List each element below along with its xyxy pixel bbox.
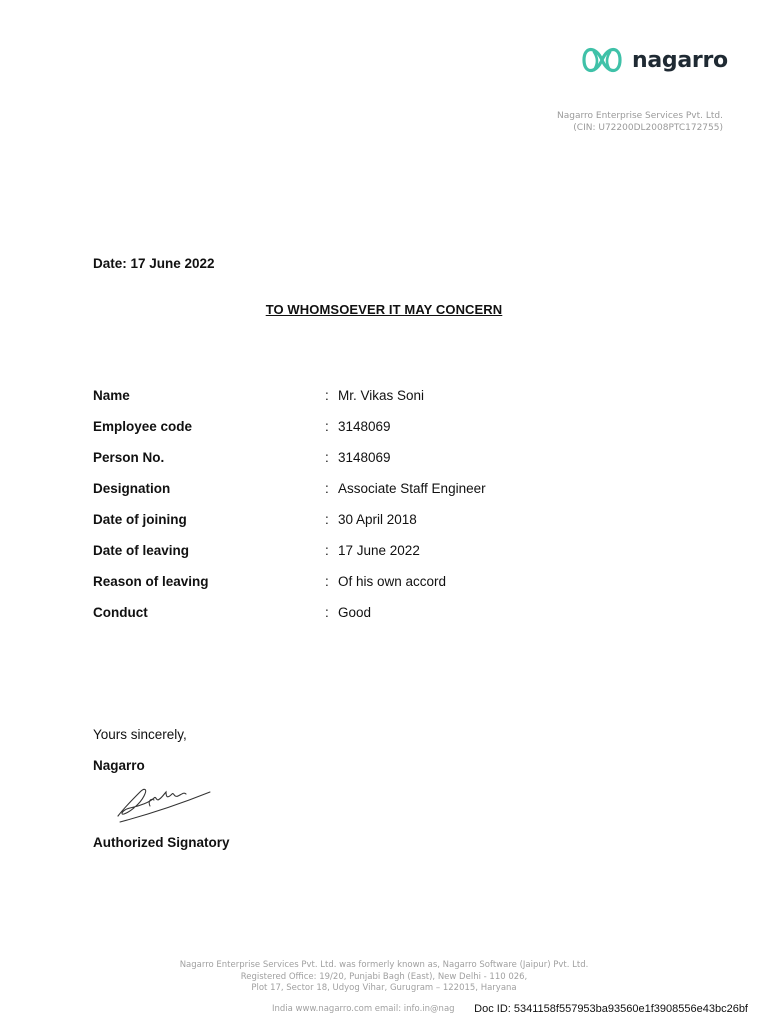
- footer-line: Nagarro Enterprise Services Pvt. Ltd. was formerly known as, Nagarro Software (Jaipur) Pvt. Ltd.: [179, 960, 589, 970]
- nagarro-logo: [580, 40, 728, 80]
- detail-colon: :: [325, 543, 329, 558]
- detail-colon: :: [325, 388, 329, 403]
- detail-colon: :: [325, 574, 329, 589]
- detail-colon: :: [325, 481, 329, 496]
- detail-value: 3148069: [338, 450, 391, 465]
- nagarro-logo-icon: [580, 42, 624, 78]
- company-info: [557, 110, 723, 134]
- detail-row-conduct: [93, 603, 653, 634]
- document-id: Doc ID: 5341158f557953ba93560e1f3908556e43bc26bf: [474, 1003, 748, 1015]
- company-name: Nagarro Enterprise Services Pvt. Ltd.: [557, 111, 723, 121]
- logo-wordmark: nagarro: [632, 47, 728, 73]
- detail-colon: :: [325, 605, 329, 620]
- detail-label: Designation: [93, 481, 171, 496]
- detail-value: Good: [338, 605, 372, 620]
- closing-salutation: Yours sincerely,: [93, 727, 187, 742]
- detail-label: Employee code: [93, 419, 193, 434]
- signing-company: Nagarro: [93, 758, 145, 773]
- detail-colon: :: [325, 419, 329, 434]
- detail-value: Associate Staff Engineer: [338, 481, 486, 496]
- company-cin: (CIN: U72200DL2008PTC172755): [573, 123, 723, 133]
- detail-colon: :: [325, 450, 329, 465]
- detail-value: Of his own accord: [338, 574, 447, 589]
- letter-heading: TO WHOMSOEVER IT MAY CONCERN: [265, 302, 503, 317]
- detail-row-employee-code: [93, 417, 653, 448]
- detail-value: 30 April 2018: [338, 512, 417, 527]
- letter-date: Date: 17 June 2022: [93, 256, 215, 271]
- detail-row-date-of-joining: [93, 510, 653, 541]
- detail-label: Date of joining: [93, 512, 187, 527]
- detail-label: Name: [93, 388, 130, 403]
- detail-row-name: [93, 386, 653, 417]
- authorized-signatory: Authorized Signatory: [93, 835, 230, 850]
- detail-row-designation: [93, 479, 653, 510]
- detail-row-person-no: [93, 448, 653, 479]
- footer-line: Registered Office: 19/20, Punjabi Bagh (East), New Delhi - 110 026,: [240, 971, 528, 982]
- employee-details: [93, 386, 653, 634]
- detail-colon: :: [325, 512, 329, 527]
- footer-address: [0, 960, 768, 995]
- detail-label: Person No.: [93, 450, 165, 465]
- detail-value: 3148069: [338, 419, 391, 434]
- handwritten-signature: [110, 778, 220, 828]
- footer-contact: India www.nagarro.com email: info.in@nag: [272, 1004, 455, 1014]
- detail-value: 17 June 2022: [338, 543, 420, 558]
- detail-label: Reason of leaving: [93, 574, 209, 589]
- detail-row-date-of-leaving: [93, 541, 653, 572]
- detail-row-reason-of-leaving: [93, 572, 653, 603]
- footer-line: Plot 17, Sector 18, Udyog Vihar, Gurugram – 122015, Haryana: [251, 983, 517, 993]
- detail-value: Mr. Vikas Soni: [338, 388, 425, 403]
- detail-label: Date of leaving: [93, 543, 190, 558]
- detail-label: Conduct: [93, 605, 148, 620]
